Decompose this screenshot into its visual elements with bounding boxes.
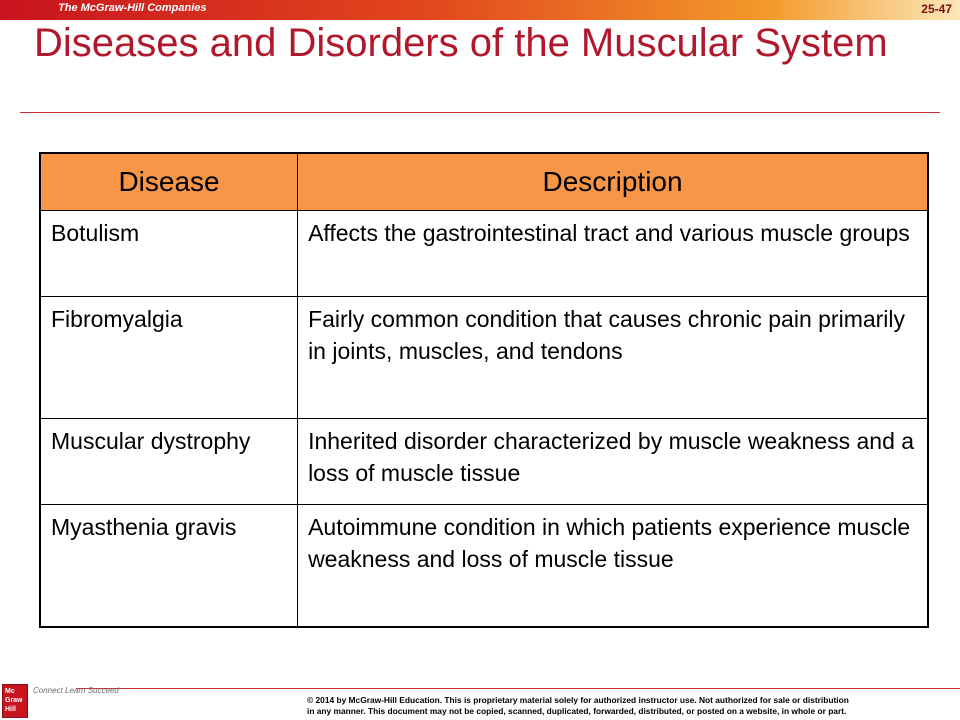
title-divider bbox=[20, 112, 940, 113]
copyright-line-2: in any manner. This document may not be copied, scanned, duplicated, forwarded, distributed, or posted on a website, in whole or part. bbox=[307, 706, 847, 716]
top-banner bbox=[0, 0, 960, 20]
table-header-row bbox=[40, 153, 928, 211]
column-header-disease: Disease bbox=[40, 153, 298, 211]
description-cell: Inherited disorder characterized by muscle weakness and a loss of muscle tissue bbox=[298, 419, 928, 505]
copyright-notice bbox=[307, 695, 957, 717]
tagline: Connect Learn Succeed bbox=[33, 686, 119, 695]
description-cell: Autoimmune condition in which patients experience muscle weakness and loss of muscle tissue bbox=[298, 505, 928, 627]
footer-divider bbox=[76, 688, 960, 689]
description-cell: Fairly common condition that causes chronic pain primarily in joints, muscles, and tendons bbox=[298, 297, 928, 419]
table-row bbox=[40, 211, 928, 297]
table-row bbox=[40, 419, 928, 505]
slide-title: Diseases and Disorders of the Muscular System bbox=[34, 21, 888, 65]
disease-table bbox=[39, 152, 929, 628]
table-row bbox=[40, 297, 928, 419]
disease-cell: Muscular dystrophy bbox=[40, 419, 298, 505]
logo-text: Mc Graw Hill bbox=[5, 688, 23, 713]
disease-cell: Myasthenia gravis bbox=[40, 505, 298, 627]
copyright-line-1: © 2014 by McGraw-Hill Education. This is proprietary material solely for authorized instructor use. Not authorized for sale or distribution bbox=[307, 695, 849, 705]
disease-cell: Fibromyalgia bbox=[40, 297, 298, 419]
disease-cell: Botulism bbox=[40, 211, 298, 297]
description-cell: Affects the gastrointestinal tract and various muscle groups bbox=[298, 211, 928, 297]
mcgraw-hill-logo bbox=[2, 684, 28, 718]
column-header-description: Description bbox=[298, 153, 928, 211]
table-row bbox=[40, 505, 928, 627]
brand-name: The McGraw-Hill Companies bbox=[58, 2, 207, 14]
slide-number: 25-47 bbox=[921, 2, 952, 16]
